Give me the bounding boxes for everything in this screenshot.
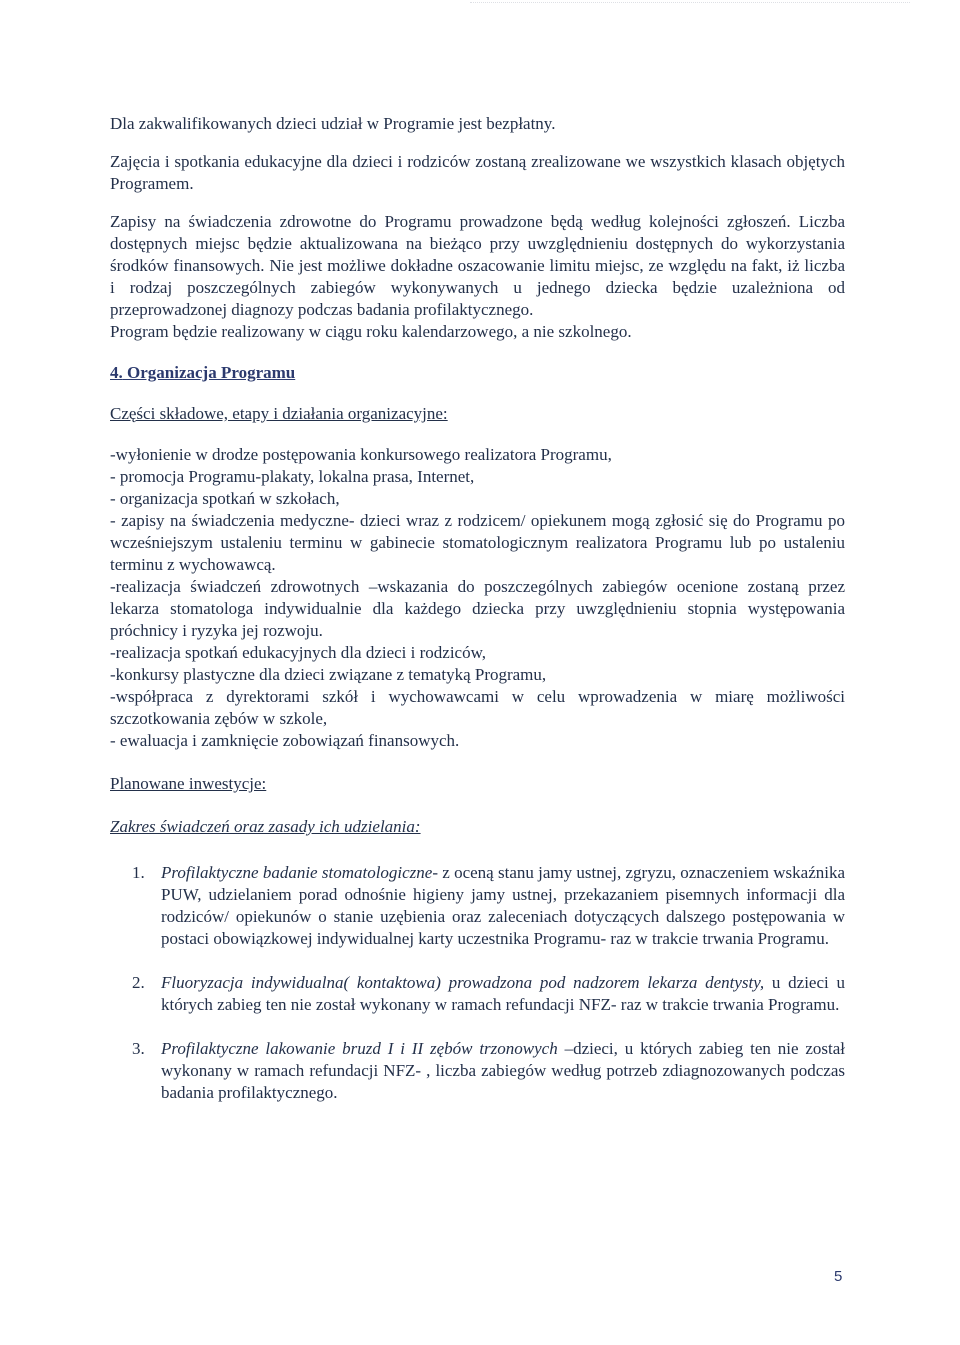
component-item: - promocja Programu-plakaty, lokalna prasa, Internet, <box>110 467 475 486</box>
page-number: 5 <box>834 1268 843 1285</box>
service-description: u dzieci u których zabieg ten nie został wykonany w ramach refundacji NFZ- raz w trakcie trwania Programu. <box>161 973 845 1014</box>
service-item <box>110 972 845 1016</box>
paragraph-classes: Zajęcia i spotkania edukacyjne dla dzieci i rodziców zostaną zrealizowane we wszystkich klasach objętych Programem. <box>110 152 845 193</box>
service-description: –dzieci, u których zabieg ten nie został wykonany w ramach refundacji NFZ- , liczba zabiegów według potrzeb zdiagnozowanych podczas badania profilaktycznego. <box>161 1039 845 1102</box>
service-item <box>110 1038 845 1104</box>
subheading-investments: Planowane inwestycje: <box>110 774 267 793</box>
service-description: z oceną stanu jamy ustnej, zgryzu, oznaczeniem wskaźnika PUW, udzielaniem porad odnośnie higieny jamy ustnej, przekazaniem pisemnych informacji dla rodziców/ opiekunów o stanie uzębienia oraz zaleceniach dotyczących dalszego postępowania w postaci obowiązkowej indywidualnej karty uczestnika Programu- raz w trakcie trwania Programu. <box>161 863 846 948</box>
service-item <box>110 862 845 950</box>
section-heading <box>110 362 845 384</box>
component-item: - zapisy na świadczenia medyczne- dzieci wraz z rodzicem/ opiekunem mogą zgłosić się do Programu po wcześniejszym ustaleniu terminu w gabinecie stomatologicznym realizatora Programu lub po ustaleniu terminu z wychowawcą. <box>110 511 845 574</box>
component-item: - ewaluacja i zamknięcie zobowiązań finansowych. <box>110 731 460 750</box>
service-number: 3. <box>132 1039 145 1058</box>
service-name: Profilaktyczne lakowanie bruzd I i II zębów trzonowych <box>161 1039 558 1058</box>
component-item: -realizacja spotkań edukacyjnych dla dzieci i rodziców, <box>110 643 487 662</box>
components-list <box>110 444 845 752</box>
component-item: - organizacja spotkań w szkołach, <box>110 489 340 508</box>
subheading-components: Części składowe, etapy i działania organizacyjne: <box>110 404 448 423</box>
paragraph-registration: Zapisy na świadczenia zdrowotne do Programu prowadzone będą według kolejności zgłoszeń. Liczba dostępnych miejsc będzie aktualizowana na bieżąco przy uwzględnieniu dostępnych do wykorzystania środków finansowych. Nie jest możliwe dokładne oszacowanie limitu miejsc, ze względu na fakt, iż liczba i rodzaj poszczególnych zabiegów wykonywanych u jednego dziecka będzie uzależniona od przeprowadzonej diagnozy podczas badania profilaktycznego. <box>110 212 845 319</box>
section-number: 4. <box>110 363 123 382</box>
service-name: Profilaktyczne badanie stomatologiczne- <box>161 863 439 882</box>
service-name: Fluoryzacja indywidualna( kontaktowa) prowadzona pod nadzorem lekarza dentysty, <box>161 973 765 992</box>
subheading-services: Zakres świadczeń oraz zasady ich udzielania: <box>110 817 421 836</box>
component-item: -współpraca z dyrektorami szkół i wychowawcami w celu wprowadzenia w miarę możliwości szczotkowania zębów w szkole, <box>110 687 845 728</box>
component-item: -realizacja świadczeń zdrowotnych –wskazania do poszczególnych zabiegów ocenione zostaną przez lekarza stomatologa indywidualnie dla każdego dziecka przy uwzględnieniu stopnia występowania próchnicy i ryzyka jej rozwoju. <box>110 577 845 640</box>
component-item: -konkursy plastyczne dla dzieci związane z tematyką Programu, <box>110 665 547 684</box>
section-title: Organizacja Programu <box>127 363 296 382</box>
service-number: 2. <box>132 973 145 992</box>
document-page <box>110 113 845 1104</box>
paragraph-free-participation: Dla zakwalifikowanych dzieci udział w Programie jest bezpłatny. <box>110 114 556 133</box>
component-item: -wyłonienie w drodze postępowania konkursowego realizatora Programu, <box>110 445 612 464</box>
scan-artifact <box>470 2 910 7</box>
service-number: 1. <box>132 863 145 882</box>
paragraph-calendar-year: Program będzie realizowany w ciągu roku kalendarzowego, a nie szkolnego. <box>110 322 632 341</box>
services-list <box>110 862 845 1104</box>
